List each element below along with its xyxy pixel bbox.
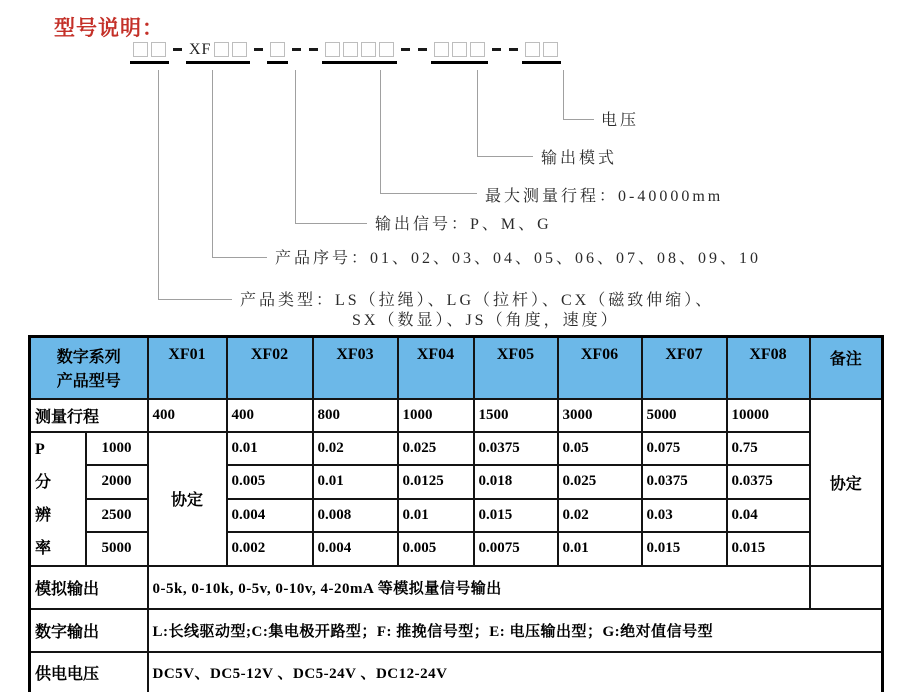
header-xf03: XF03 xyxy=(313,337,398,399)
callout-voltage: 电压 xyxy=(601,112,640,129)
resolution-range: 2500 xyxy=(86,499,148,533)
travel-label: 测量行程 xyxy=(30,399,148,432)
model-code-line xyxy=(130,42,561,64)
resolution-value: 0.005 xyxy=(398,532,474,566)
travel-value: 400 xyxy=(227,399,313,432)
resolution-value: 0.01 xyxy=(398,499,474,533)
dash-separator xyxy=(492,48,501,51)
travel-row xyxy=(30,399,883,432)
header-xf08: XF08 xyxy=(727,337,810,399)
analog-remark-empty-cell xyxy=(810,566,883,609)
resolution-label-char: 辨 xyxy=(35,506,52,524)
code-group-output-mode xyxy=(431,42,488,64)
travel-value: 1500 xyxy=(474,399,558,432)
resolution-value: 0.018 xyxy=(474,465,558,499)
resolution-value: 0.015 xyxy=(727,532,810,566)
resolution-value: 0.01 xyxy=(313,465,398,499)
code-box xyxy=(151,42,166,57)
header-series-model xyxy=(30,337,148,399)
code-box xyxy=(325,42,340,57)
code-box xyxy=(343,42,358,57)
analog-output-value: 0-5k, 0-10k, 0-5v, 0-10v, 4-20mA 等模拟量信号输出 xyxy=(148,566,810,609)
dash-separator xyxy=(254,48,263,51)
connector-line xyxy=(212,70,213,257)
callout-product-type-line2: SX（数显）、JS（角度，速度） xyxy=(352,312,620,329)
resolution-value: 0.015 xyxy=(642,532,727,566)
resolution-value: 0.0375 xyxy=(642,465,727,499)
dash-separator xyxy=(173,48,182,51)
resolution-label-char: 分 xyxy=(35,473,52,491)
callout-output-signal: 输出信号：P、M、G xyxy=(375,216,552,233)
header-xf01: XF01 xyxy=(148,337,227,399)
code-box xyxy=(361,42,376,57)
resolution-value: 0.005 xyxy=(227,465,313,499)
power-supply-row xyxy=(30,652,883,692)
connector-line xyxy=(158,299,232,300)
header-xf05: XF05 xyxy=(474,337,558,399)
header-series-line1: 数字系列 xyxy=(56,349,121,366)
connector-line xyxy=(563,70,564,119)
resolution-value: 0.075 xyxy=(642,432,727,466)
resolution-value: 0.0075 xyxy=(474,532,558,566)
code-group-output-signal xyxy=(267,42,288,64)
dash-separator xyxy=(509,48,518,51)
power-supply-label: 供电电压 xyxy=(30,652,148,692)
resolution-range: 1000 xyxy=(86,432,148,466)
resolution-value: 0.025 xyxy=(558,465,642,499)
resolution-value: 0.02 xyxy=(313,432,398,466)
resolution-range: 2000 xyxy=(86,465,148,499)
connector-line xyxy=(477,156,533,157)
digital-output-label: 数字输出 xyxy=(30,609,148,652)
dash-separator xyxy=(292,48,301,51)
callout-output-mode: 输出模式 xyxy=(541,150,618,167)
table-header-row xyxy=(30,337,883,399)
code-box xyxy=(543,42,558,57)
callout-product-serial: 产品序号：01、02、03、04、05、06、07、08、09、10 xyxy=(275,250,762,267)
connector-line xyxy=(295,223,367,224)
resolution-value: 0.01 xyxy=(558,532,642,566)
callout-max-travel: 最大测量行程：0-40000mm xyxy=(485,188,724,205)
code-box xyxy=(133,42,148,57)
resolution-value: 0.0375 xyxy=(474,432,558,466)
resolution-value: 0.04 xyxy=(727,499,810,533)
header-xf06: XF06 xyxy=(558,337,642,399)
code-box xyxy=(270,42,285,57)
code-box xyxy=(434,42,449,57)
remark-agreement-cell: 协定 xyxy=(810,399,883,566)
resolution-value: 0.75 xyxy=(727,432,810,466)
spec-table xyxy=(28,335,884,692)
resolution-value: 0.0125 xyxy=(398,465,474,499)
connector-line xyxy=(158,70,159,299)
code-box xyxy=(232,42,247,57)
analog-output-label: 模拟输出 xyxy=(30,566,148,609)
resolution-value: 0.008 xyxy=(313,499,398,533)
travel-value: 10000 xyxy=(727,399,810,432)
dash-separator xyxy=(309,48,318,51)
code-box xyxy=(470,42,485,57)
code-box xyxy=(452,42,467,57)
model-prefix: XF xyxy=(189,40,212,58)
page-title: 型号说明： xyxy=(54,17,164,40)
header-xf07: XF07 xyxy=(642,337,727,399)
digital-output-row xyxy=(30,609,883,652)
code-group-voltage xyxy=(522,42,561,64)
header-remark: 备注 xyxy=(810,337,883,399)
code-group-product-type xyxy=(130,42,169,64)
resolution-row-1000 xyxy=(30,432,883,466)
code-box xyxy=(379,42,394,57)
header-xf02: XF02 xyxy=(227,337,313,399)
travel-value: 3000 xyxy=(558,399,642,432)
header-series-line2: 产品型号 xyxy=(56,373,121,390)
dash-separator xyxy=(401,48,410,51)
resolution-value: 0.02 xyxy=(558,499,642,533)
dash-separator xyxy=(418,48,427,51)
power-supply-value: DC5V、DC5-12V 、DC5-24V 、DC12-24V xyxy=(148,652,883,692)
header-xf04: XF04 xyxy=(398,337,474,399)
resolution-label-char: 率 xyxy=(35,539,52,557)
resolution-value: 0.01 xyxy=(227,432,313,466)
travel-value: 800 xyxy=(313,399,398,432)
resolution-value: 0.004 xyxy=(313,532,398,566)
resolution-value: 0.025 xyxy=(398,432,474,466)
resolution-value: 0.004 xyxy=(227,499,313,533)
connector-line xyxy=(380,70,381,193)
connector-line xyxy=(380,193,477,194)
analog-output-row xyxy=(30,566,883,609)
spec-table-container xyxy=(28,335,884,692)
resolution-vertical-label xyxy=(30,432,86,566)
callout-product-type-line1: 产品类型：LS（拉绳）、LG（拉杆）、CX（磁致伸缩）、 xyxy=(240,292,715,309)
resolution-value: 0.03 xyxy=(642,499,727,533)
travel-value: 5000 xyxy=(642,399,727,432)
connector-line xyxy=(212,257,267,258)
code-group-max-travel xyxy=(322,42,397,64)
resolution-label-char: P xyxy=(35,440,45,458)
resolution-value: 0.0375 xyxy=(727,465,810,499)
xf01-agreement-cell: 协定 xyxy=(148,432,227,566)
connector-line xyxy=(477,70,478,156)
code-group-product-serial xyxy=(186,42,250,64)
code-box xyxy=(525,42,540,57)
code-box xyxy=(214,42,229,57)
connector-line xyxy=(563,119,594,120)
resolution-value: 0.015 xyxy=(474,499,558,533)
travel-value: 400 xyxy=(148,399,227,432)
resolution-value: 0.002 xyxy=(227,532,313,566)
resolution-value: 0.05 xyxy=(558,432,642,466)
digital-output-value: L:长线驱动型;C:集电极开路型；F: 推挽信号型；E: 电压输出型；G:绝对值信号型 xyxy=(148,609,883,652)
travel-value: 1000 xyxy=(398,399,474,432)
resolution-range: 5000 xyxy=(86,532,148,566)
connector-line xyxy=(295,70,296,223)
